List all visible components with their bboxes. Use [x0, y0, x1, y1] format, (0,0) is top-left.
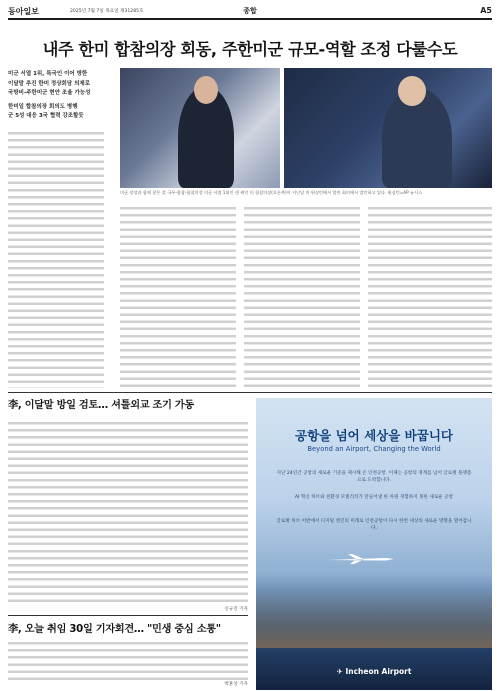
story-headline: 李, 오늘 취임 30일 기자회견… "민생 중심 소통" — [8, 624, 221, 635]
section-title: 종합 — [243, 7, 257, 15]
advertisement[interactable] — [256, 398, 492, 690]
subhead: 이달말 추진 한미 정상회담 의제로 — [8, 80, 91, 87]
section-divider — [8, 615, 248, 616]
subhead: 국방비-주한미군 현안 조율 가능성 — [8, 90, 91, 96]
ad-paragraph: 글로벌 허브 어반에서 디지털 엔진의 미래로 인천공항이 다시 한번 세상의 새로운 방향을 열어갑니다. — [276, 519, 472, 531]
byline: 박훈상 기자 — [224, 682, 248, 687]
subhead: 미군 서열 1위, 특국인 이어 방한 — [8, 71, 88, 77]
airport-lights — [256, 588, 492, 648]
airplane-icon — [326, 554, 396, 564]
photo-caption: 미군 장성과 함께 찾은 美 국무-합참-합참의장 미군 서열 1위인 댄 케인 미 합참의장(오른쪽)이 지난달 미 워싱턴에서 열린 회의에서 발언하고 있다. 워싱턴=AP 뉴시스 — [120, 190, 423, 195]
ad-title: 공항을 넘어 세상을 바꿉니다 — [295, 428, 453, 443]
page-number: A5 — [480, 6, 492, 15]
article-body-column — [8, 130, 104, 388]
airport-logo: ✈ Incheon Airport — [336, 667, 412, 676]
subhead-list — [8, 70, 104, 122]
news-photo-right — [284, 68, 492, 188]
article-body-block — [8, 420, 248, 605]
section-divider — [8, 392, 492, 393]
story-headline: 李, 이달말 방일 검토… 셔틀외교 조기 가동 — [8, 400, 194, 411]
article-body-column — [244, 205, 360, 389]
article-body-column — [120, 205, 236, 389]
newspaper-name: 동아일보 — [8, 6, 39, 16]
issue-date: 2025년 7월 7일 목요일 제31285호 — [70, 9, 144, 14]
article-body-column — [368, 205, 492, 389]
ad-subtitle: Beyond an Airport, Changing the World — [307, 445, 441, 453]
subhead: 군 5성 대응 3국 협력 강조할듯 — [8, 113, 84, 119]
news-photo-left — [120, 68, 280, 188]
ad-paragraph: 지난 24년간 공항의 새로운 기준을 제시해 온 인천공항. 이제는 공항의 경계를 넘어 글로벌 플랫폼으로 도약합니다. — [276, 471, 472, 483]
main-headline: 내주 한미 합참의장 회동, 주한미군 규모-역할 조정 다룰수도 — [42, 40, 458, 59]
ad-paragraph: AI 혁신 허브와 친환경 모빌리티가 만들어낼 한 차원 경험하지 못한 새로운 공항 — [294, 495, 454, 500]
subhead: 한미일 합참의장 회의도 병행 — [8, 103, 78, 110]
masthead — [8, 4, 492, 20]
article-body-block — [8, 640, 248, 680]
byline: 신규진 기자 — [224, 607, 248, 612]
